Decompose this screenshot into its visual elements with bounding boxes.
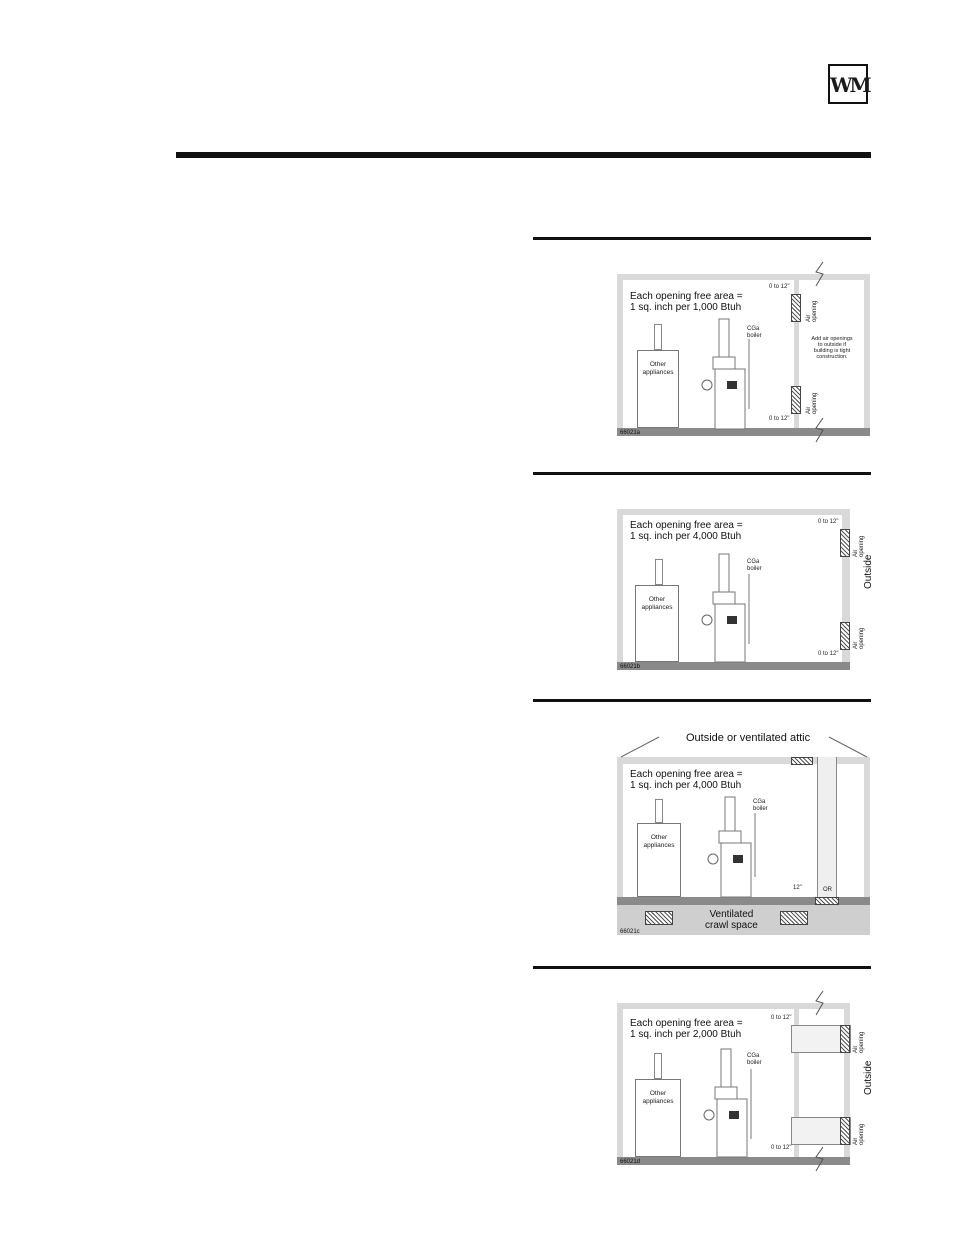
section-rule-3 <box>533 699 871 702</box>
clearance-bottom: 0 to 12" <box>771 1145 792 1151</box>
section-rule-2 <box>533 472 871 475</box>
break-line-top <box>813 262 827 286</box>
boiler-label: CGa boiler <box>753 799 768 812</box>
air-opening-label-bottom: Air opening <box>806 392 818 414</box>
other-appliances-box <box>637 350 679 428</box>
clearance-top: 0 to 12" <box>771 1015 792 1021</box>
other-appliances-box <box>635 585 679 662</box>
tight-construction-note: Add air openings to outside if building is tight construction. <box>811 336 853 360</box>
break-line-top <box>813 991 827 1015</box>
floor <box>617 662 850 670</box>
figure-code: 66021d <box>620 1159 641 1165</box>
air-opening-label-bottom: Air opening <box>853 627 865 649</box>
free-area-line1: Each opening free area = <box>630 1018 743 1029</box>
outside-label: Outside <box>863 1060 874 1095</box>
break-line-bottom <box>813 1147 827 1171</box>
air-opening-bottom <box>840 622 850 650</box>
other-appliances-label: Other appliances <box>642 1090 674 1105</box>
air-opening-label-top: Air opening <box>853 1031 865 1053</box>
figure-c <box>617 732 870 935</box>
crawl-vent-right <box>780 911 808 925</box>
brand-logo <box>828 64 868 104</box>
clearance-or: OR <box>823 887 832 893</box>
boiler-label: CGa boiler <box>747 326 762 339</box>
section-rule-1 <box>533 237 871 240</box>
figure-code: 66021a <box>620 430 641 436</box>
duct-vertical <box>817 757 837 897</box>
other-appliances-label: Other appliances <box>643 834 675 849</box>
outside-label: Outside <box>863 554 874 589</box>
free-area-line1: Each opening free area = <box>630 520 743 531</box>
free-area-line1: Each opening free area = <box>630 769 743 780</box>
other-appliances-box <box>637 823 681 897</box>
appliance-flue <box>655 559 663 585</box>
crawl-space-label: Ventilated crawl space <box>705 909 758 931</box>
other-appliances-label: Other appliances <box>641 596 673 611</box>
logo-text: WM <box>830 73 869 97</box>
figure-a <box>617 274 870 436</box>
air-opening-top <box>840 1025 850 1053</box>
figure-d <box>617 1003 874 1165</box>
air-opening-label-bottom: Air opening <box>853 1123 865 1145</box>
header-rule <box>176 152 871 158</box>
free-area-line2: 1 sq. inch per 4,000 Btuh <box>630 780 742 791</box>
air-opening-top <box>840 529 850 557</box>
air-opening-label-top: Air opening <box>853 535 865 557</box>
clearance-bottom: 0 to 12" <box>818 651 839 657</box>
attic-vent-top <box>791 757 813 765</box>
other-appliances-label: Other appliances <box>642 361 674 376</box>
free-area-line2: 1 sq. inch per 4,000 Btuh <box>630 531 742 542</box>
crawl-vent-left <box>645 911 673 925</box>
figure-code: 66021c <box>620 929 640 935</box>
free-area-line2: 1 sq. inch per 1,000 Btuh <box>630 302 742 313</box>
boiler-label: CGa boiler <box>747 559 762 572</box>
figure-b <box>617 509 874 670</box>
air-opening-label-top: Air opening <box>806 300 818 322</box>
break-line-bottom <box>813 418 827 442</box>
floor-vent <box>815 897 839 905</box>
free-area-line1: Each opening free area = <box>630 291 743 302</box>
clearance-bottom: 0 to 12" <box>769 416 790 422</box>
section-rule-4 <box>533 966 871 969</box>
boiler-label: CGa boiler <box>747 1053 762 1066</box>
clearance-12: 12" <box>793 885 802 891</box>
clearance-top: 0 to 12" <box>769 284 790 290</box>
clearance-top: 0 to 12" <box>818 519 839 525</box>
air-opening-bottom <box>840 1117 850 1145</box>
attic-label: Outside or ventilated attic <box>683 733 813 744</box>
air-opening-top <box>791 294 801 322</box>
free-area-line2: 1 sq. inch per 2,000 Btuh <box>630 1029 742 1040</box>
air-opening-bottom <box>791 386 801 414</box>
appliance-flue <box>654 324 662 350</box>
appliance-flue <box>655 799 663 823</box>
other-appliances-box <box>635 1079 681 1157</box>
appliance-flue <box>654 1053 662 1079</box>
figure-code: 66021b <box>620 664 641 670</box>
